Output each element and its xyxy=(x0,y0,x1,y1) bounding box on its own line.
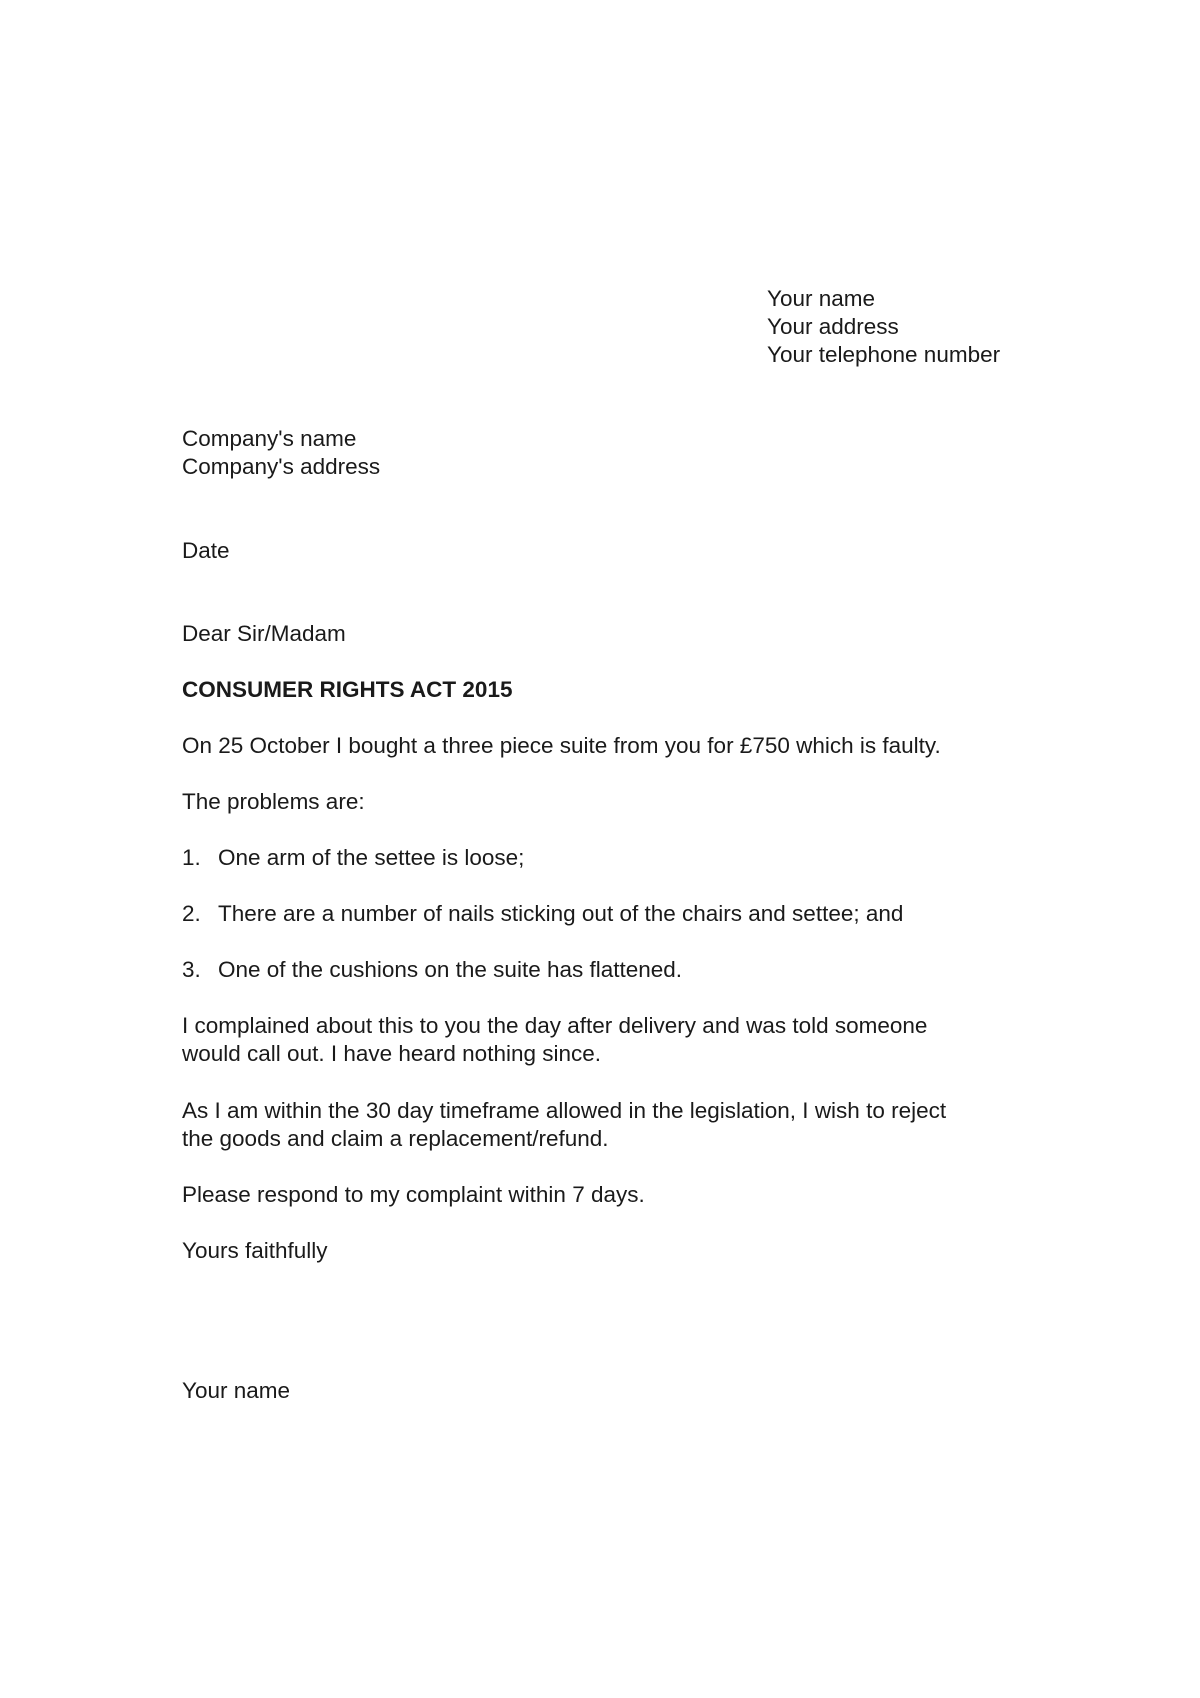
sender-name: Your name xyxy=(767,286,875,311)
problem-number: 2. xyxy=(182,901,201,926)
rejection-paragraph xyxy=(182,1097,1042,1153)
problem-text: One arm of the settee is loose; xyxy=(218,845,525,870)
letter-date: Date xyxy=(182,538,230,563)
rejection-line: the goods and claim a replacement/refund. xyxy=(182,1126,609,1151)
signature-name: Your name xyxy=(182,1378,290,1403)
closing: Yours faithfully xyxy=(182,1238,328,1263)
recipient-address: Company's address xyxy=(182,454,381,479)
letter-heading: CONSUMER RIGHTS ACT 2015 xyxy=(182,677,513,702)
recipient-name: Company's name xyxy=(182,426,357,451)
problem-number: 1. xyxy=(182,845,201,870)
intro-paragraph: On 25 October I bought a three piece suite from you for £750 which is faulty. xyxy=(182,733,941,758)
complaint-line: I complained about this to you the day after delivery and was told someone xyxy=(182,1013,928,1038)
rejection-line: As I am within the 30 day timeframe allowed in the legislation, I wish to reject xyxy=(182,1098,947,1123)
problem-item-3 xyxy=(182,956,682,984)
problem-text: There are a number of nails sticking out of the chairs and settee; and xyxy=(218,901,904,926)
request-paragraph: Please respond to my complaint within 7 days. xyxy=(182,1182,645,1207)
problem-text: One of the cushions on the suite has flattened. xyxy=(218,957,683,982)
problem-number: 3. xyxy=(182,957,201,982)
sender-address-block xyxy=(767,285,1000,369)
complaint-line: would call out. I have heard nothing since. xyxy=(182,1041,602,1066)
problems-intro: The problems are: xyxy=(182,789,365,814)
recipient-address-block xyxy=(182,425,1042,481)
complaint-paragraph xyxy=(182,1012,1042,1068)
problem-item-1 xyxy=(182,844,524,872)
sender-address: Your address xyxy=(767,314,899,339)
salutation: Dear Sir/Madam xyxy=(182,621,346,646)
problem-item-2 xyxy=(182,900,903,928)
sender-telephone: Your telephone number xyxy=(767,342,1001,367)
